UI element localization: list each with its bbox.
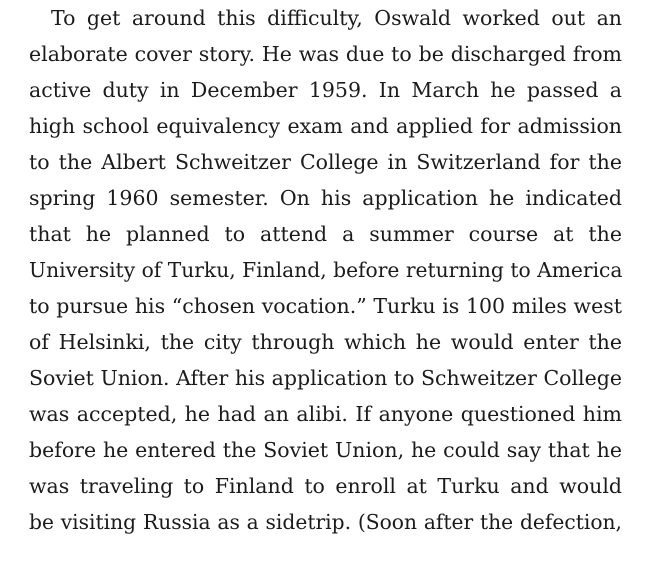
text-line-1: To get around this difficulty, Oswald worked out an xyxy=(51,6,622,30)
text-line-13: before he entered the Soviet Union, he could say that he xyxy=(29,438,622,462)
text-line-3: active duty in December 1959. In March he passed a xyxy=(29,78,622,102)
text-line-12: was accepted, he had an alibi. If anyone questioned him xyxy=(29,402,622,426)
text-line-15: be visiting Russia as a sidetrip. (Soon after the defection, xyxy=(29,510,622,534)
text-line-5: to the Albert Schweitzer College in Switzerland for the xyxy=(29,150,622,174)
text-line-4: high school equivalency exam and applied for admission xyxy=(29,114,622,138)
text-line-11: Soviet Union. After his application to Schweitzer College xyxy=(29,366,622,390)
text-line-2: elaborate cover story. He was due to be discharged from xyxy=(29,42,622,66)
text-line-14: was traveling to Finland to enroll at Turku and would xyxy=(29,474,622,498)
text-line-10: of Helsinki, the city through which he would enter the xyxy=(29,330,622,354)
text-line-7: that he planned to attend a summer course at the xyxy=(29,222,622,246)
text-line-6: spring 1960 semester. On his application he indicated xyxy=(29,186,622,210)
text-line-9: to pursue his “chosen vocation.” Turku is 100 miles west xyxy=(29,294,622,318)
text-line-8: University of Turku, Finland, before returning to America xyxy=(29,258,622,282)
